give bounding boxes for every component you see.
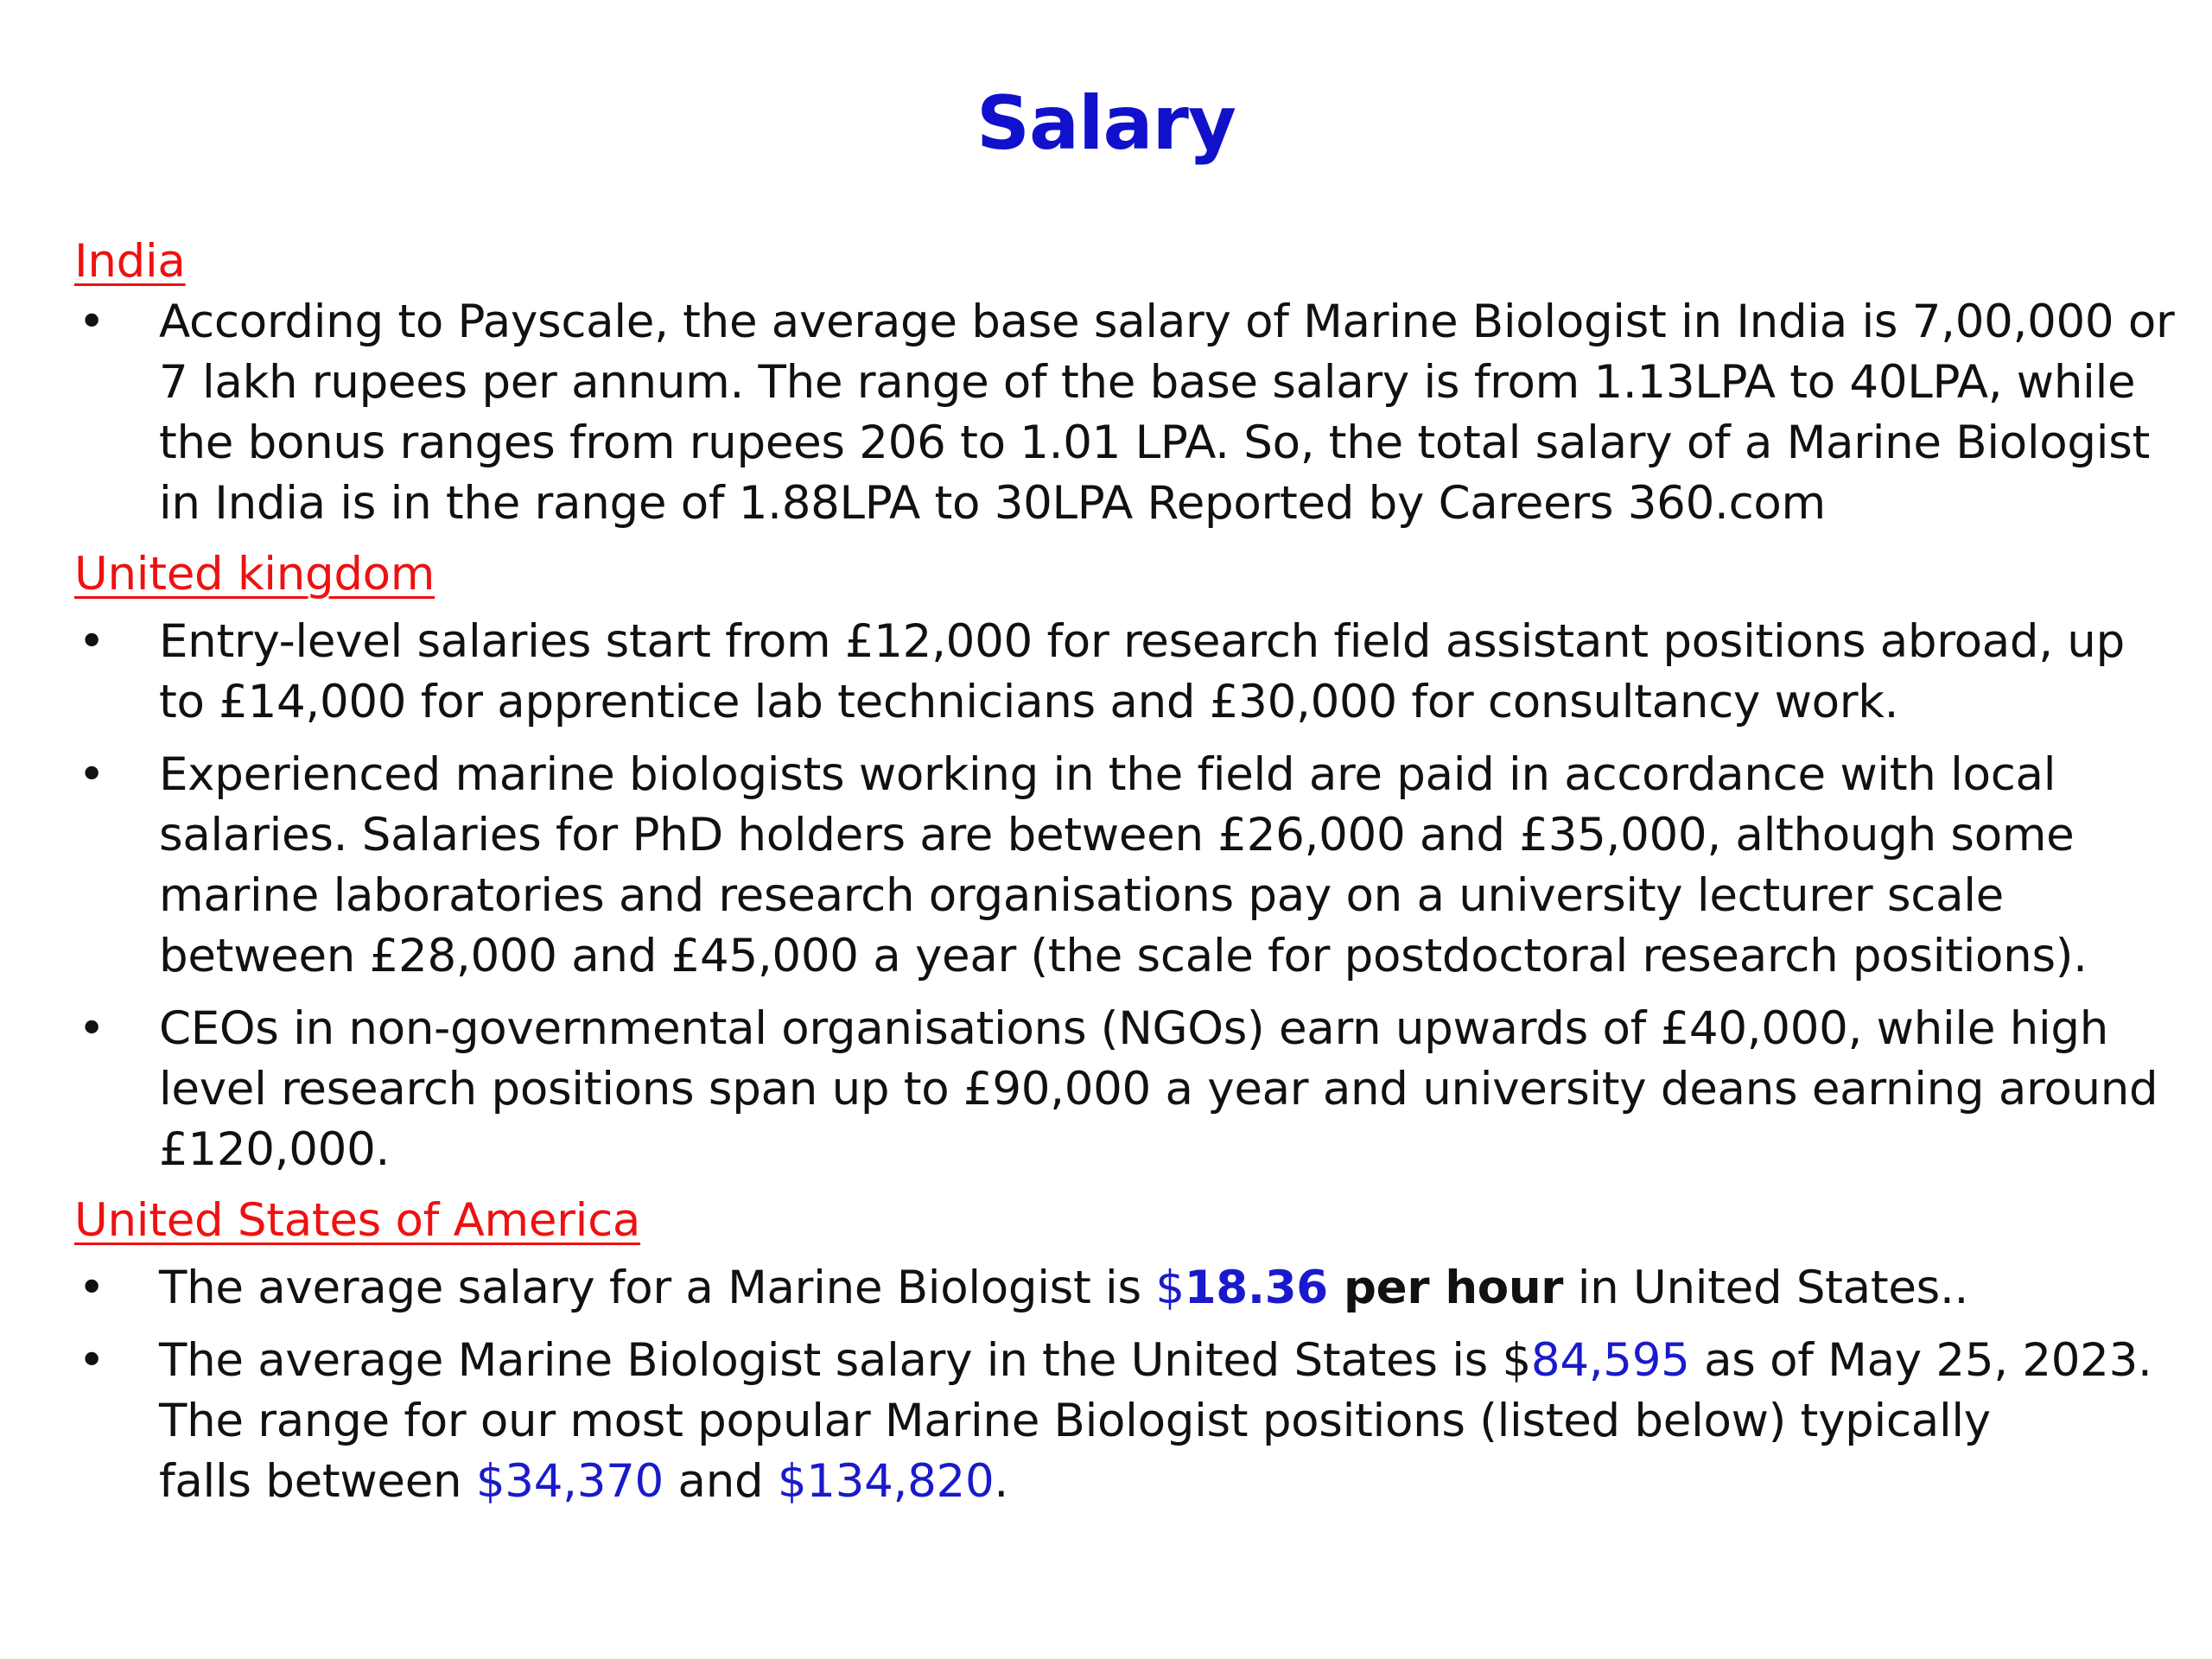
heading-india: India <box>74 235 186 288</box>
bullet-icon: • <box>78 748 105 801</box>
text-segment: falls between <box>159 1455 476 1508</box>
hourly-unit: per hour <box>1327 1262 1564 1314</box>
text-line: The range for our most popular Marine Biologist positions (listed below) typically <box>159 1395 1991 1447</box>
text-line: level research positions span up to £90,000 a year and university deans earning around <box>159 1063 2158 1116</box>
heading-united-states: United States of America <box>74 1194 641 1247</box>
text-line: 7 lakh rupees per annum. The range of the base salary is from 1.13LPA to 40LPA, while <box>159 356 2136 409</box>
slide-title: Salary <box>976 80 1236 167</box>
text-segment: and <box>663 1455 778 1508</box>
text-segment: The average Marine Biologist salary in the United States is $ <box>159 1334 1531 1387</box>
text-line <box>159 1331 2165 1391</box>
text-segment: . <box>994 1455 1008 1508</box>
text-line: CEOs in non-governmental organisations (NGOs) earn upwards of £40,000, while high <box>159 1002 2109 1055</box>
heading-united-kingdom: United kingdom <box>74 548 435 601</box>
text-line: According to Payscale, the average base salary of Marine Biologist in India is 7,00,000 or <box>159 296 2175 348</box>
text-line: Experienced marine biologists working in the field are paid in accordance with local <box>159 748 2056 801</box>
bullet-item <box>74 292 2175 534</box>
hourly-amount: 18.36 <box>1184 1262 1328 1314</box>
text-line: Entry-level salaries start from £12,000 for research field assistant positions abroad, up <box>159 615 2125 668</box>
dollar-sign: $ <box>1155 1262 1185 1314</box>
bullet-icon: • <box>78 1002 105 1055</box>
bullet-icon: • <box>78 615 105 668</box>
bullet-item <box>74 1331 2165 1512</box>
bullet-item <box>74 612 2165 733</box>
text-line: the bonus ranges from rupees 206 to 1.01 LPA. So, the total salary of a Marine Biologist <box>159 416 2150 469</box>
text-segment: as of May 25, 2023. <box>1689 1334 2152 1387</box>
bullet-icon: • <box>78 1262 105 1314</box>
text-line: between £28,000 and £45,000 a year (the scale for postdoctoral research positions). <box>159 930 2088 982</box>
text-line: £120,000. <box>159 1123 391 1176</box>
bullet-icon: • <box>78 296 105 348</box>
text-segment: The average salary for a Marine Biologist is <box>159 1262 1156 1314</box>
range-high-amount: $134,820 <box>777 1455 995 1508</box>
bullet-item <box>74 745 2165 987</box>
slide-content <box>74 232 2175 1512</box>
text-line <box>159 1258 2165 1319</box>
range-low-amount: $34,370 <box>475 1455 664 1508</box>
text-line <box>159 1452 2165 1512</box>
text-line: salaries. Salaries for PhD holders are between £26,000 and £35,000, although some <box>159 809 2075 861</box>
bullet-item <box>74 999 2165 1180</box>
text-line: in India is in the range of 1.88LPA to 30LPA Reported by Careers 360.com <box>159 477 1826 530</box>
text-line: marine laboratories and research organisations pay on a university lecturer scale <box>159 869 2004 922</box>
bullet-icon: • <box>78 1334 105 1387</box>
text-line: to £14,000 for apprentice lab technicians and £30,000 for consultancy work. <box>159 676 1899 728</box>
bullet-item <box>74 1258 2165 1319</box>
average-salary-amount: 84,595 <box>1530 1334 1690 1387</box>
text-segment: in United States.. <box>1563 1262 1969 1314</box>
